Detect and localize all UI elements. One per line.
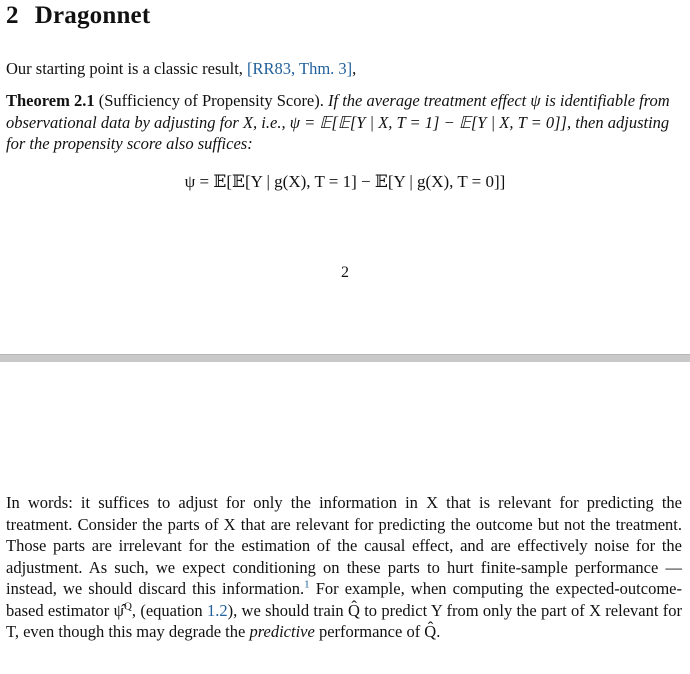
equation-ref-link[interactable]: 1.2 [206,600,228,620]
display-equation: ψ = 𝔼[𝔼[Y | g(X), T = 1] − 𝔼[Y | g(X), T = 0]] [184,172,506,191]
estimator-superscript: Q [123,600,132,612]
section-number: 2 [6,2,19,29]
page-separator [0,354,690,362]
theorem-label: Theorem 2.1 [6,91,95,110]
emphasis-predictive: predictive [249,622,315,641]
theorem-statement: If the average treatment effect ψ is identifiable from observational data by adjusting for X, i.e., ψ = 𝔼[𝔼[Y | X, T = 1] − 𝔼[Y | X, T = 0]], [6,91,670,132]
theorem-name: (Sufficiency of Propensity Score). [94,91,324,110]
section-heading [6,2,150,30]
intro-paragraph: Our starting point is a classic result, [RR83, Thm. 3], [6,59,357,78]
page-number: 2 [341,264,349,281]
words-paragraph: In words: it suffices to adjust for only the information in X that is relevant for predicting the treatment. Consider the parts of X that are relevant for predicting the outcome but not the treatment. Those parts are irrelevant for the estimation of the causal effect, and are effectively noise for the adjustment. As such, we expect conditioning on these parts to hurt finite-sample performance —instead, we should discard this information.$^1$ For example, when computing the expected-outcome-based estimator ψ̂$^Q$, (equation 1.2), we should train Q̂ to predict Y from only the part of X relevant for T, even though this may degrade the predictive performance of Q̂. [6,493,682,641]
theorem-statement-cont: then adjusting for the propensity score also suffices: [6,112,670,153]
theorem-block [6,90,682,155]
footnote-marker[interactable]: 1 [304,578,310,591]
citation-link[interactable]: [RR83, Thm. 3] [247,59,353,78]
section-title: Dragonnet [34,2,151,29]
